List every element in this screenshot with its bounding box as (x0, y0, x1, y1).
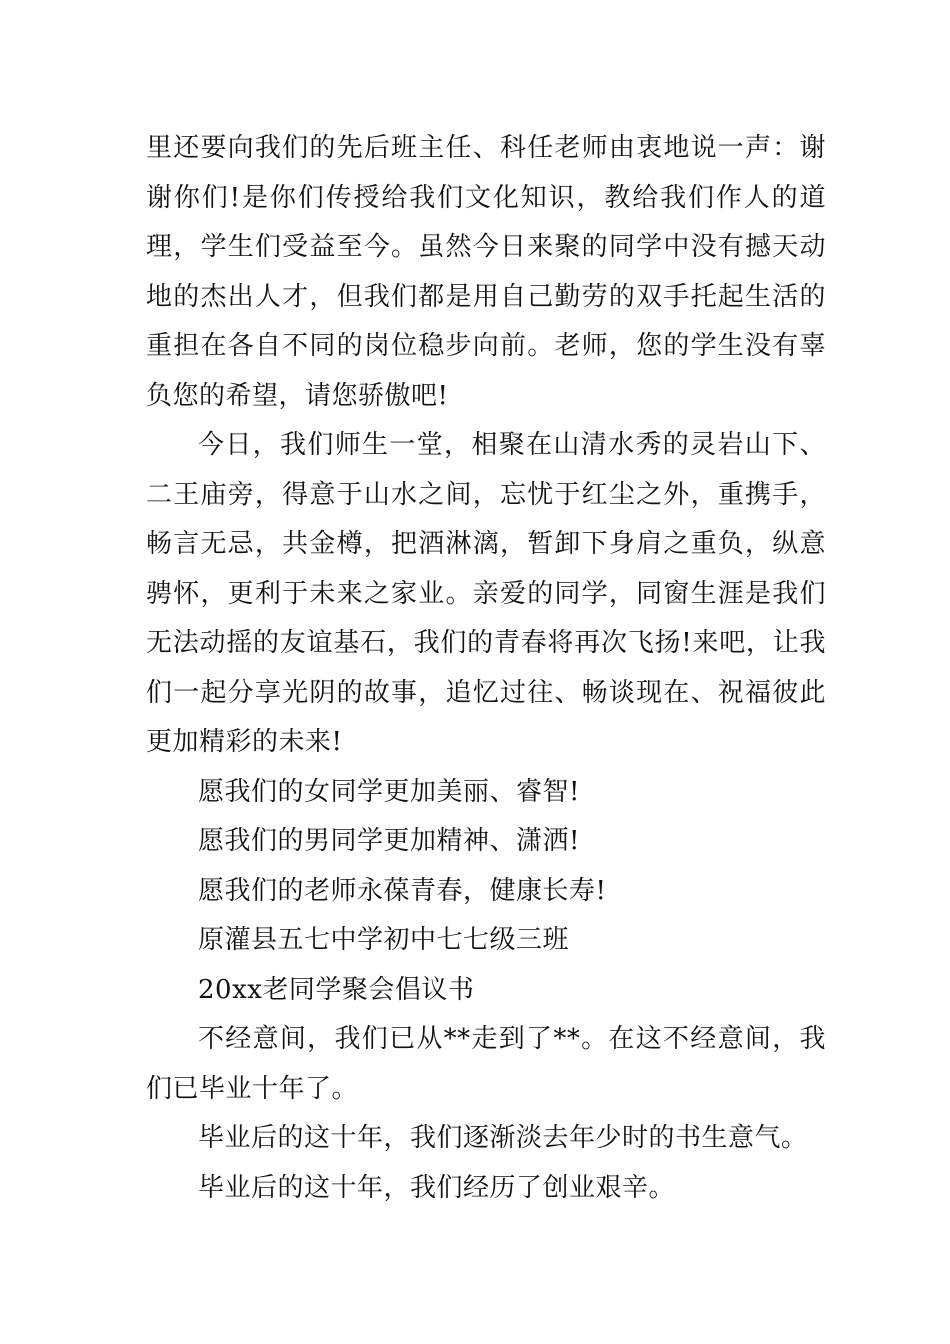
paragraph-after-graduation-1: 毕业后的这十年，我们逐渐淡去年少时的书生意气。 (198, 1123, 808, 1153)
document-body (146, 124, 826, 1213)
section-heading: 20xx老同学聚会倡议书 (198, 974, 475, 1005)
paragraph-thanks-teachers: 里还要向我们的先后班主任、科任老师由衷地说一声：谢谢你们!是你们传授给我们文化知识，教给我们作人的道理，学生们受益至今。虽然今日来聚的同学中没有撼天动地的杰出人才，但我们都是用自己勤劳的双手托起生活的重担在各自不同的岗位稳步向前。老师，您的学生没有辜负您的希望，请您骄傲吧! (146, 133, 826, 411)
signature-class: 原灌县五七中学初中七七级三班 (198, 925, 570, 955)
wish-teachers: 愿我们的老师永葆青春，健康长寿! (198, 875, 607, 906)
paragraph-after-graduation-2: 毕业后的这十年，我们经历了创业艰辛。 (198, 1172, 676, 1203)
paragraph-gathering: 今日，我们师生一堂，相聚在山清水秀的灵岩山下、二王庙旁，得意于山水之间，忘忧于红尘之外，重携手，畅言无忌，共金樽，把酒淋漓，暂卸下身肩之重负，纵意骋怀，更利于未来之家业。亲爱的同学，同窗生涯是我们无法动摇的友谊基石，我们的青春将再次飞扬!来吧，让我们一起分享光阴的故事，追忆过往、畅谈现在、祝福彼此更加精彩的未来! (146, 430, 826, 757)
wish-female-classmates: 愿我们的女同学更加美丽、睿智! (198, 776, 580, 807)
wish-male-classmates: 愿我们的男同学更加精神、潇洒! (198, 826, 580, 856)
paragraph-ten-years: 不经意间，我们已从**走到了**。在这不经意间，我们已毕业十年了。 (146, 1024, 826, 1104)
